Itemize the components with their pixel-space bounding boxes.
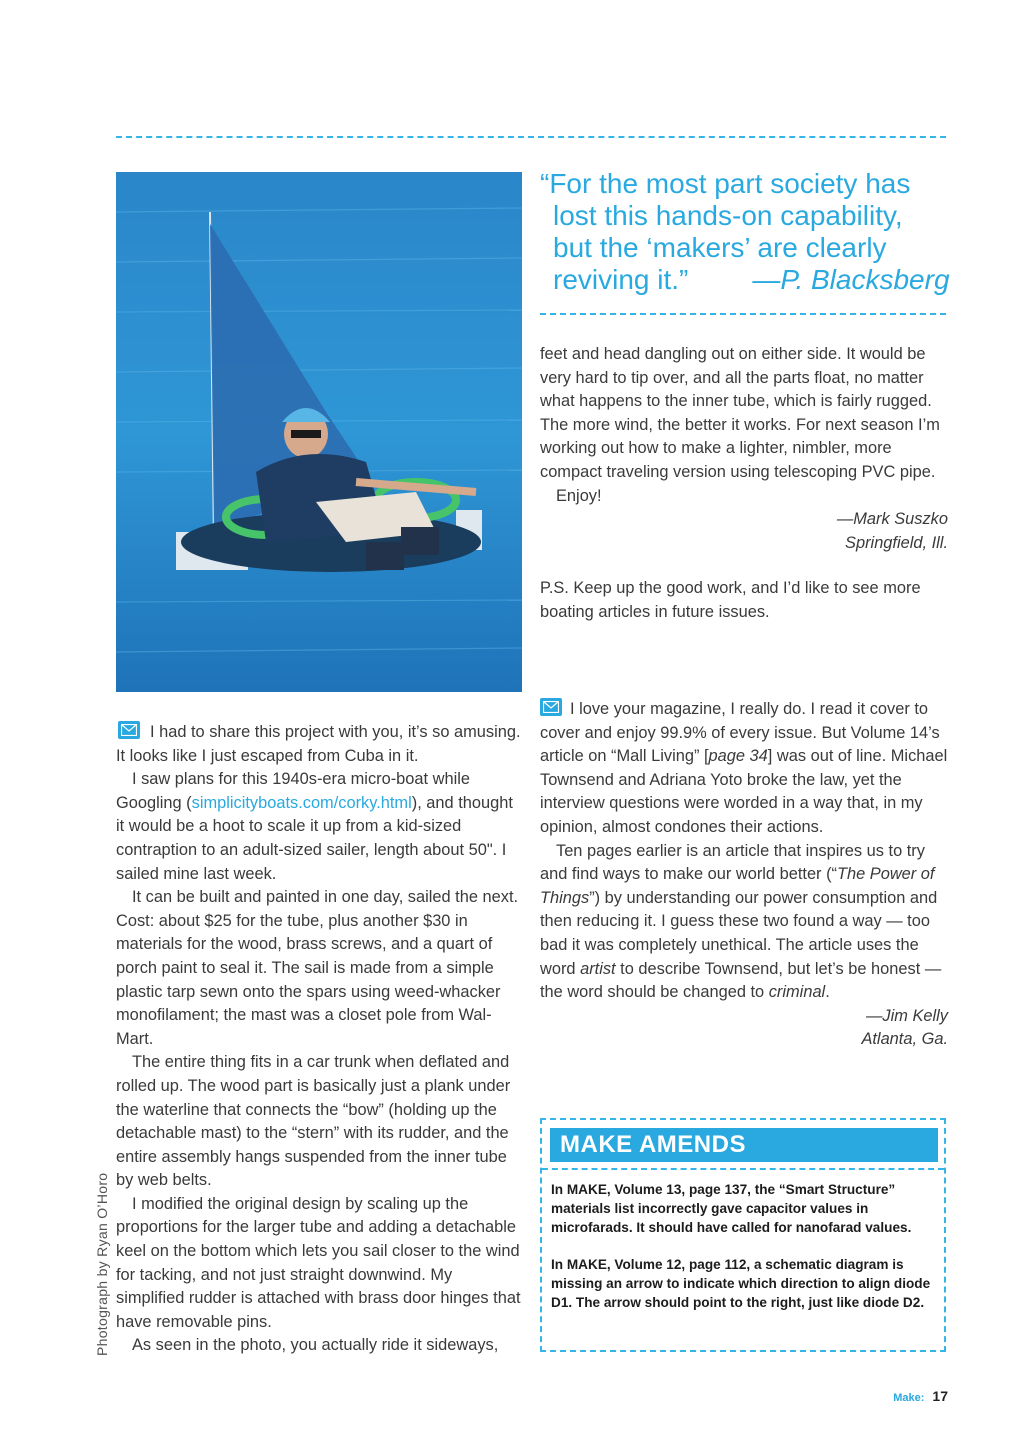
letter2-p2-d: .: [825, 983, 830, 1002]
letter1-closing: Enjoy!: [556, 486, 602, 505]
letter2-p1-a: I love your magazine, I really do. I read it cover to cover and enjoy 99.9% of every issue. But Volume 14’s article on “Mall Living” [: [540, 700, 940, 766]
letter1-ps: P.S. Keep up the good work, and I’d like to see more boating articles in future issues.: [540, 579, 921, 621]
amends-item: In MAKE, Volume 12, page 112, a schematic diagram is missing an arrow to indicate which direction to align diode D1. The arrow should point to the right, just like diode D2.: [551, 1257, 931, 1310]
envelope-icon: [118, 721, 140, 739]
page-folio: [893, 1388, 948, 1404]
quote-line-2: lost this hands-on capability,: [553, 200, 903, 231]
simplicityboats-link[interactable]: simplicityboats.com/corky.html: [191, 793, 412, 812]
quote-attribution: —P. Blacksberg: [752, 264, 950, 295]
letter2: [540, 698, 948, 1052]
top-rule: [116, 136, 946, 138]
letter2-page-ref: page 34: [708, 747, 768, 766]
make-amends-separator: [542, 1168, 944, 1170]
page-number: 17: [932, 1388, 948, 1404]
letter2-signature-place: Atlanta, Ga.: [861, 1030, 948, 1049]
make-amends-heading: MAKE AMENDS: [550, 1128, 938, 1162]
quote-rule: [540, 313, 946, 315]
letter2-p1-b: ] was out of line. Michael Townsend and Adriana Yoto broke the law, yet the interview questions were worded in a way that, in my opinion, almost condones their actions.: [540, 747, 948, 836]
letter1-paragraph-6: As seen in the photo, you actually ride it sideways,: [132, 1336, 499, 1355]
photo-inner-tube-boat: [116, 172, 522, 692]
letter1-signature-name: —Mark Suszko: [836, 510, 948, 529]
make-amends-box: [540, 1118, 946, 1352]
letter2-paragraph-1: [540, 698, 948, 840]
letter2-signature-name: —Jim Kelly: [866, 1006, 948, 1025]
letter1-paragraph-2: [116, 768, 522, 886]
envelope-icon: [540, 698, 562, 716]
letter2-word-artist: artist: [580, 959, 616, 978]
letter1-signature-place: Springfield, Ill.: [845, 533, 948, 552]
quote-line-1: “For the most part society has: [540, 168, 911, 199]
letter1-paragraph-5: I modified the original design by scaling up the proportions for the larger tube and adding a detachable keel on the bottom which lets you sail closer to the wind for tacking, and not just straight downwind. My simplified rudder is attached with brass door hinges that have removable pins.: [116, 1194, 521, 1331]
letter1-continued-text: feet and head dangling out on either side. It would be very hard to tip over, and all the parts float, no matter what happens to the inner tube, which is fairly rugged. The more wind, the better it works. For next season I’m working out how to make a lighter, nimbler, more compact traveling version using telescoping PVC pipe.: [540, 345, 940, 481]
letter1: [116, 721, 522, 1358]
boat-photo-illustration: [116, 172, 522, 692]
letter1-p1-text: I had to share this project with you, it’s so amusing. It looks like I just escaped from Cuba in it.: [116, 723, 521, 765]
letter1-paragraph-4: The entire thing fits in a car trunk when deflated and rolled up. The wood part is basically just a plank under the waterline that connects the “bow” (holding up the detachable mast) to the “stern” with its rudder, and the entire assembly hangs suspended from the inner tube by web belts.: [116, 1053, 511, 1190]
quote-line-3: but the ‘makers’ are clearly: [553, 232, 887, 263]
letter1-paragraph-1: [116, 721, 522, 768]
photo-credit: Photograph by Ryan O’Horo: [94, 1172, 110, 1356]
quote-line-4-text: reviving it.”: [553, 264, 689, 295]
letter2-p2-c: to describe Townsend, but let’s be honest — the word should be changed to: [540, 959, 942, 1002]
letter2-paragraph-2: [540, 840, 948, 1005]
pull-quote: [540, 168, 950, 296]
letter2-p2-a: Ten pages earlier is an article that inspires us to try and find ways to make our world better (“: [540, 841, 925, 884]
quote-line-4: [540, 264, 950, 296]
letter1-continued: [540, 343, 948, 625]
letter2-article-title: The Power of Things: [540, 865, 935, 907]
letter1-p2-a: I saw plans for this 1940s-era micro-boat while Googling (: [116, 770, 470, 812]
make-brand: Make:: [893, 1392, 925, 1404]
amends-item: In MAKE, Volume 13, page 137, the “Smart Structure” materials list incorrectly gave capacitor values in microfarads. It should have called for nanofarad values.: [551, 1182, 912, 1235]
letter2-word-criminal: criminal: [768, 983, 826, 1002]
make-amends-body: [551, 1180, 941, 1330]
letter1-p2-b: ), and thought it would be a hoot to scale it up from a kid-sized contraption to an adult-sized sailer, length about 50". I sailed mine last week.: [116, 793, 513, 883]
letter1-paragraph-3: It can be built and painted in one day, sailed the next. Cost: about $25 for the tube, plus another $30 in materials for the wood, brass screws, and a quart of porch paint to seal it. The sail is made from a simple plastic tarp sewn onto the spars using weed-whacker monofilament; the mast was a closet pole from Wal-Mart.: [116, 888, 519, 1048]
letter2-p2-b: ”) by understanding our power consumption and then reducing it. I guess these two found a way — too bad it was completely unethical. The article uses the word: [540, 888, 938, 978]
